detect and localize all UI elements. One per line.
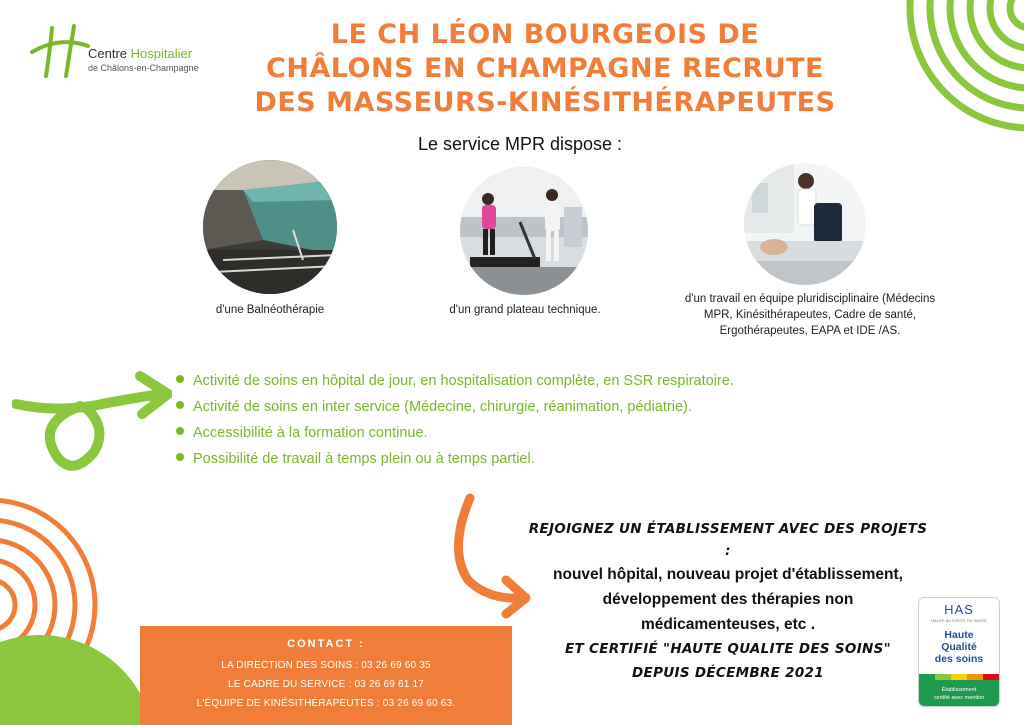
logo-location: de Châlons-en-Champagne xyxy=(88,63,199,73)
caption-line: d'un grand plateau technique. xyxy=(449,304,601,316)
orange-arc-rings-icon xyxy=(0,490,150,725)
join-line: médicamenteuses, etc . xyxy=(640,616,816,633)
has-foot-line: Établissement xyxy=(941,687,977,693)
has-certification-badge xyxy=(918,597,1000,707)
bullet-dot-icon xyxy=(176,427,184,435)
caption-line: Ergothérapeutes, EAPA et IDE /AS. xyxy=(719,325,901,337)
title-line: CHÂLONS EN CHAMPAGNE RECRUTE xyxy=(266,53,824,84)
contact-box xyxy=(140,626,512,725)
has-logo: HAS xyxy=(944,602,974,617)
feature-caption xyxy=(672,291,948,339)
list-item-text: Activité de soins en hôpital de jour, en hospitalisation complète, en SSR respiratoire. xyxy=(193,373,734,389)
has-foot-line: certifié avec mention xyxy=(933,695,985,701)
contact-heading: CONTACT : xyxy=(287,638,365,650)
treadmill-rehab-photo xyxy=(460,167,588,295)
title-line: LE CH LÉON BOURGEOIS DE xyxy=(330,19,760,50)
contact-line: LE CADRE DU SERVICE : 03 26 69 61 17 xyxy=(228,679,424,690)
has-line: des soins xyxy=(934,653,984,665)
physiotherapist-patient-photo xyxy=(744,163,866,285)
orange-curved-arrow-icon xyxy=(448,490,538,620)
list-item xyxy=(176,450,876,476)
join-message xyxy=(528,518,928,685)
hospital-h-logo-icon xyxy=(30,22,90,80)
certification-line: ET CERTIFIÉ "HAUTE QUALITE DES SOINS" xyxy=(565,641,891,657)
bullet-dot-icon xyxy=(176,375,184,383)
section-subtitle: Le service MPR dispose : xyxy=(417,134,623,154)
benefits-list xyxy=(176,372,876,476)
bullet-dot-icon xyxy=(176,401,184,409)
has-footer xyxy=(919,680,999,706)
feature-caption xyxy=(180,302,360,318)
contact-line: LA DIRECTION DES SOINS : 03 26 69 60 35 xyxy=(221,660,431,671)
balneotherapy-pool-photo xyxy=(203,160,337,294)
contact-line: L'ÉQUIPE DE KINÉSITHÉRAPEUTES : 03 26 69 60 63. xyxy=(196,698,456,709)
has-quality-label xyxy=(919,629,999,665)
page-title xyxy=(250,18,840,120)
bullet-dot-icon xyxy=(176,453,184,461)
hospital-logo xyxy=(30,22,199,80)
has-line: Qualité xyxy=(941,641,977,653)
list-item xyxy=(176,372,876,398)
list-item-text: Accessibilité à la formation continue. xyxy=(193,425,428,441)
green-curly-arrow-icon xyxy=(12,368,172,478)
list-item-text: Possibilité de travail à temps plein ou à temps partiel. xyxy=(193,451,535,467)
list-item-text: Activité de soins en inter service (Médecine, chirurgie, réanimation, pédiatrie). xyxy=(193,399,692,415)
caption-line: d'une Balnéothérapie xyxy=(215,304,325,316)
join-line: développement des thérapies non xyxy=(602,591,854,608)
caption-line: MPR, Kinésithérapeutes, Cadre de santé, xyxy=(703,309,917,321)
green-arc-rings-icon xyxy=(880,0,1024,140)
caption-line: d'un travail en équipe pluridisciplinaire (Médecins xyxy=(684,293,936,305)
has-line: Haute xyxy=(944,629,974,641)
certification-date: DEPUIS DÉCEMBRE 2021 xyxy=(632,665,824,681)
title-line: DES MASSEURS-KINÉSITHÉRAPEUTES xyxy=(254,87,836,118)
join-heading: REJOIGNEZ UN ÉTABLISSEMENT AVEC DES PROJETS : xyxy=(528,521,928,559)
list-item xyxy=(176,424,876,450)
logo-name: Centre Hospitalier xyxy=(88,46,193,61)
feature-caption xyxy=(420,302,630,318)
has-subtitle: HAUTE AUTORITÉ DE SANTÉ xyxy=(931,618,987,623)
join-line: nouvel hôpital, nouveau projet d'établissement, xyxy=(553,566,903,583)
list-item xyxy=(176,398,876,424)
